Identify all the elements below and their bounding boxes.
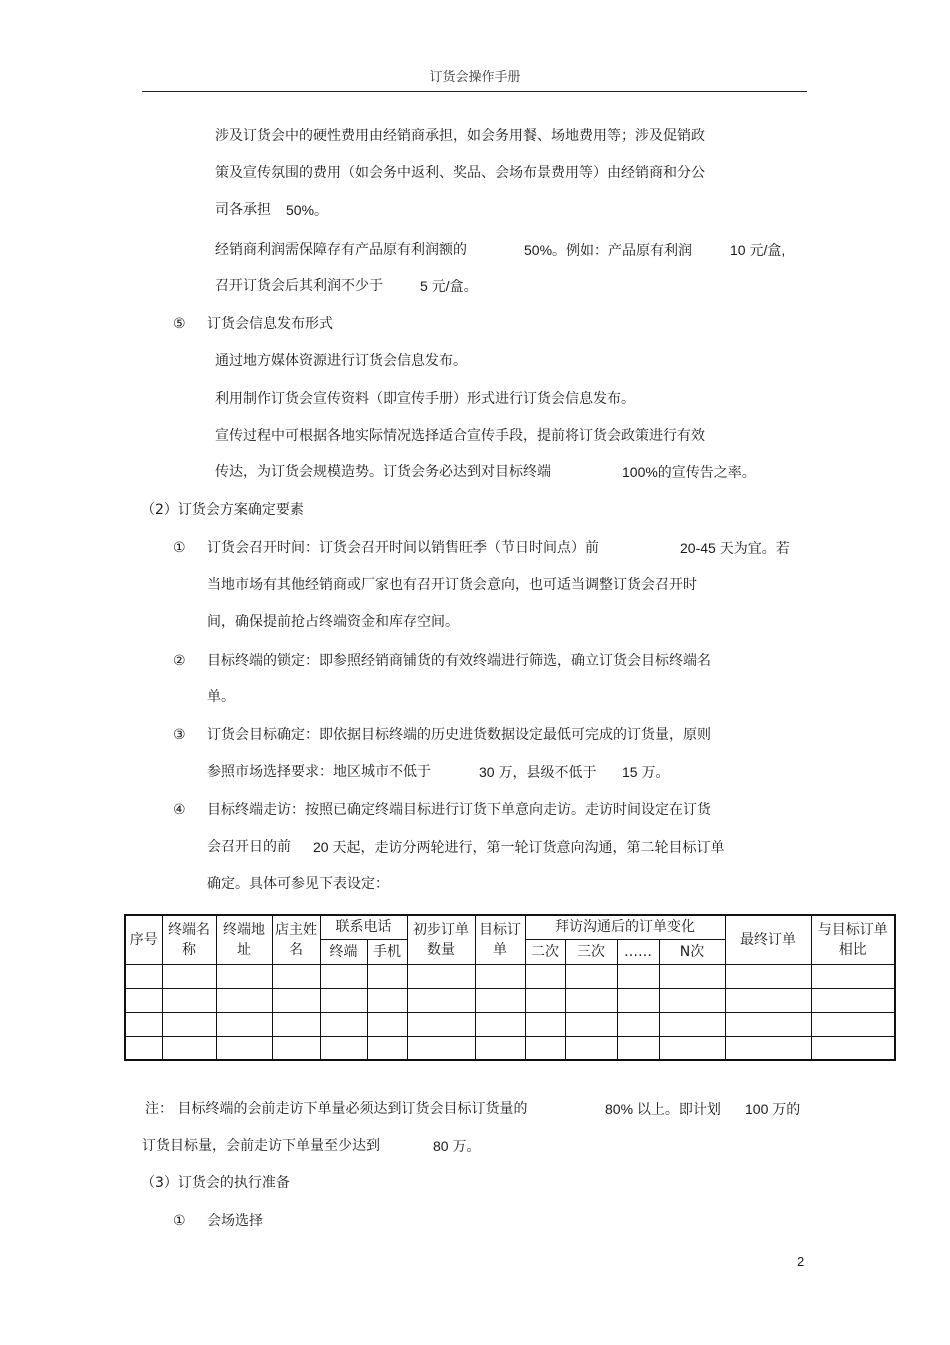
list-item-text: 订货会召开时间：订货会召开时间以销售旺季（节日时间点）前: [207, 540, 599, 556]
table-cell: [216, 1012, 272, 1036]
list-item-text: 订货会目标确定：即依据目标终端的历史进货数据设定最低可完成的订货量，原则: [207, 727, 711, 743]
paragraph-fragment: 100%的宣传告之率。: [622, 464, 756, 480]
list-item-text: 会召开日的前: [207, 839, 291, 855]
table-cell: [725, 1012, 811, 1036]
table-row: [125, 988, 895, 1012]
table-cell: [725, 964, 811, 988]
table-cell: [407, 964, 475, 988]
list-marker: ②: [173, 653, 186, 669]
table-cell: [272, 1036, 320, 1060]
header-compare-target: 与目标订单相比: [811, 915, 895, 964]
paragraph-line: 策及宣传氛围的费用（如会务中返利、奖品、会场布景费用等）由经销商和分公: [215, 165, 705, 181]
paragraph-line: 司各承担: [215, 202, 271, 218]
header-terminal-name: 终端名称: [162, 915, 216, 964]
list-item-text: 当地市场有其他经销商或厂家也有召开订货会意向，也可适当调整订货会召开时: [207, 577, 697, 593]
header-final-order: 最终订单: [725, 915, 811, 964]
table-cell: [125, 988, 162, 1012]
table-cell: [125, 964, 162, 988]
table-row: [125, 964, 895, 988]
table-cell: [320, 988, 367, 1012]
table-cell: [475, 1036, 525, 1060]
section-heading: （3）订货会的执行准备: [141, 1175, 290, 1191]
table-cell: [320, 964, 367, 988]
list-item-text: 目标终端的锁定：即参照经销商铺货的有效终端进行筛选，确立订货会目标终端名: [207, 653, 711, 669]
paragraph-fragment: 15 万。: [622, 764, 670, 780]
table-cell: [272, 964, 320, 988]
list-marker: ①: [173, 540, 186, 556]
page-number: 2: [797, 1254, 805, 1269]
table-cell: [525, 988, 565, 1012]
table-cell: [617, 1036, 659, 1060]
table-cell: [407, 988, 475, 1012]
running-header: 订货会操作手册: [429, 70, 521, 85]
table-cell: [565, 1012, 617, 1036]
paragraph-fragment: 50%。: [286, 202, 329, 218]
table-cell: [617, 1012, 659, 1036]
table-cell: [659, 964, 725, 988]
table-cell: [525, 1036, 565, 1060]
table-cell: [475, 988, 525, 1012]
list-marker: ①: [173, 1213, 186, 1229]
header-order-change: 拜访沟通后的订单变化: [525, 915, 725, 939]
header-owner-name: 店主姓名: [272, 915, 320, 964]
table-cell: [565, 1036, 617, 1060]
paragraph-fragment: 20-45 天为宜。若: [680, 540, 790, 556]
paragraph-line: 宣传过程中可根据各地实际情况选择适合宣传手段，提前将订货会政策进行有效: [215, 428, 705, 444]
list-marker: ④: [173, 802, 186, 818]
paragraph-line: 传达，为订货会规模造势。订货会务必达到对目标终端: [215, 464, 551, 480]
table-cell: [475, 1012, 525, 1036]
table-cell: [659, 1036, 725, 1060]
table-cell: [525, 1012, 565, 1036]
header-target-order: 目标订单: [475, 915, 525, 964]
section-heading: （2）订货会方案确定要素: [141, 502, 304, 518]
paragraph-line: 经销商利润需保障存有产品原有利润额的: [215, 242, 467, 258]
table-cell: [725, 1036, 811, 1060]
table-cell: [811, 964, 895, 988]
header-initial-order: 初步订单数量: [407, 915, 475, 964]
note-text: 订货目标量，会前走访下单量至少达到: [142, 1138, 380, 1154]
table-cell: [216, 988, 272, 1012]
header-seq: 序号: [125, 915, 162, 964]
paragraph-line: 涉及订货会中的硬性费用由经销商承担，如会务用餐、场地费用等；涉及促销政: [215, 128, 705, 144]
table-cell: [725, 988, 811, 1012]
table-cell: [162, 1036, 216, 1060]
table-row: [125, 1036, 895, 1060]
note-fragment: 100 万的: [745, 1101, 801, 1117]
table-cell: [525, 964, 565, 988]
visit-plan-table: [124, 914, 896, 1061]
header-ellipsis: ……: [617, 939, 659, 964]
table-cell: [216, 1036, 272, 1060]
list-item-text: 单。: [207, 689, 235, 705]
paragraph-fragment: 20 天起，走访分两轮进行，第一轮订货意向沟通，第二轮目标订单: [313, 839, 725, 855]
note-fragment: 80% 以上。即计划: [605, 1101, 721, 1117]
table-cell: [407, 1036, 475, 1060]
list-item-text: 会场选择: [207, 1213, 263, 1229]
table-cell: [162, 988, 216, 1012]
paragraph-fragment: 50%。例如：产品原有利润: [524, 242, 693, 258]
table-cell: [367, 964, 407, 988]
table-cell: [565, 964, 617, 988]
table-cell: [617, 964, 659, 988]
table-cell: [125, 1036, 162, 1060]
table-cell: [659, 988, 725, 1012]
table-cell: [475, 964, 525, 988]
header-contact-phone: 联系电话: [320, 915, 407, 939]
table-cell: [811, 1012, 895, 1036]
list-marker: ⑤: [173, 316, 186, 332]
section-heading: 订货会信息发布形式: [207, 316, 333, 332]
table-cell: [216, 964, 272, 988]
note-fragment: 80 万。: [433, 1138, 481, 1154]
table-cell: [367, 988, 407, 1012]
table-cell: [659, 1012, 725, 1036]
table-cell: [565, 988, 617, 1012]
table-cell: [811, 1036, 895, 1060]
list-item-text: 参照市场选择要求：地区城市不低于: [207, 764, 431, 780]
header-nth-visit: N次: [659, 939, 725, 964]
list-item-text: 间，确保提前抢占终端资金和库存空间。: [207, 614, 459, 630]
table-cell: [320, 1036, 367, 1060]
table-cell: [811, 988, 895, 1012]
table-cell: [125, 1012, 162, 1036]
list-item-text: 确定。具体可参见下表设定：: [207, 876, 389, 892]
table-cell: [407, 1012, 475, 1036]
table-cell: [367, 1012, 407, 1036]
header-terminal-address: 终端地址: [216, 915, 272, 964]
header-divider: [142, 91, 807, 92]
paragraph-line: 通过地方媒体资源进行订货会信息发布。: [215, 353, 467, 369]
note-text: 注： 目标终端的会前走访下单量必须达到订货会目标订货量的: [145, 1101, 528, 1117]
header-second-visit: 二次: [525, 939, 565, 964]
table-row: [125, 1012, 895, 1036]
table-cell: [272, 988, 320, 1012]
list-marker: ③: [173, 727, 186, 743]
table-cell: [320, 1012, 367, 1036]
table-cell: [162, 964, 216, 988]
header-phone-terminal: 终端: [320, 939, 367, 964]
paragraph-line: 利用制作订货会宣传资料（即宣传手册）形式进行订货会信息发布。: [215, 391, 635, 407]
table-cell: [162, 1012, 216, 1036]
paragraph-fragment: 30 万，县级不低于: [479, 764, 597, 780]
table-cell: [367, 1036, 407, 1060]
paragraph-fragment: 5 元/盒。: [420, 278, 478, 294]
paragraph-line: 召开订货会后其利润不少于: [215, 278, 383, 294]
table-cell: [617, 988, 659, 1012]
table-cell: [272, 1012, 320, 1036]
list-item-text: 目标终端走访：按照已确定终端目标进行订货下单意向走访。走访时间设定在订货: [207, 802, 711, 818]
header-third-visit: 三次: [565, 939, 617, 964]
paragraph-fragment: 10 元/盒,: [730, 242, 786, 258]
header-phone-mobile: 手机: [367, 939, 407, 964]
